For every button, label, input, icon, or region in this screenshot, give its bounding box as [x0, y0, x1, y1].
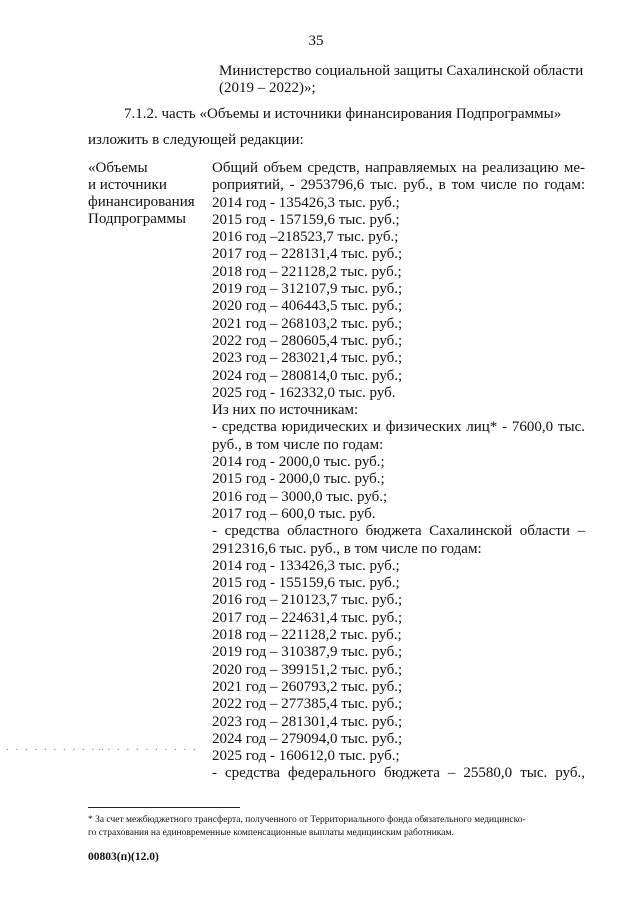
scan-dots-right: . . . . . . . . . . .	[98, 741, 198, 753]
amendment-paragraph-line-2: изложить в следующей редакции:	[88, 132, 304, 148]
funding-line: 2014 год - 133426,3 тыс. руб.;	[212, 557, 400, 574]
section-label-line: и источники	[88, 177, 167, 193]
funding-line: - средства областного бюджета Сахалинской области –	[212, 523, 585, 540]
funding-line: 2018 год – 221128,2 тыс. руб.;	[212, 627, 402, 644]
funding-line: 2019 год – 310387,9 тыс. руб.;	[212, 644, 403, 661]
funding-line: 2019 год – 312107,9 тыс. руб.;	[212, 281, 403, 298]
funding-line: - средства юридических и физических лиц* - 7600,0 тыс.	[212, 419, 585, 436]
funding-line: 2015 год - 2000,0 тыс. руб.;	[212, 471, 385, 488]
footnote-line: * За счет межбюджетного трансферта, полученного от Территориального фонда обязательного медицинско-	[88, 815, 526, 825]
document-number: 00803(п)(12.0)	[88, 851, 159, 863]
funding-line: 2016 год – 3000,0 тыс. руб.;	[212, 488, 388, 505]
funding-line: 2912316,6 тыс. руб., в том числе по годам:	[212, 540, 482, 557]
funding-line: 2023 год – 281301,4 тыс. руб.;	[212, 713, 403, 730]
section-label	[88, 160, 195, 228]
amendment-paragraph-line-1: 7.1.2. часть «Объемы и источники финансирования Подпрограммы»	[124, 106, 562, 122]
section-label-line: финансирования	[88, 194, 195, 210]
scan-dots-left: . . . . . . . . . . .	[6, 741, 106, 753]
footnote-line: го страхования на единовременные компенсационные выплаты медицинским работникам.	[88, 827, 454, 838]
funding-line: 2020 год – 406443,5 тыс. руб.;	[212, 298, 403, 315]
funding-line: руб., в том числе по годам:	[212, 436, 384, 453]
intro-line-2: (2019 – 2022)»;	[219, 80, 316, 96]
funding-line: 2018 год – 221128,2 тыс. руб.;	[212, 263, 402, 280]
funding-line: 2016 год –218523,7 тыс. руб.;	[212, 229, 399, 246]
funding-line: Общий объем средств, направляемых на реализацию ме-	[212, 160, 585, 176]
funding-line: 2014 год - 135426,3 тыс. руб.;	[212, 194, 400, 211]
funding-line: - средства федерального бюджета – 25580,0 тыс. руб.,	[212, 765, 585, 782]
funding-line: 2015 год - 157159,6 тыс. руб.;	[212, 211, 400, 228]
funding-line: 2017 год – 228131,4 тыс. руб.;	[212, 246, 403, 263]
funding-line: 2015 год - 155159,6 тыс. руб.;	[212, 575, 400, 592]
funding-line: 2025 год - 162332,0 тыс. руб.	[212, 384, 396, 401]
funding-content	[212, 160, 585, 783]
funding-line: роприятий, - 2953796,6 тыс. руб., в том числе по годам:	[212, 177, 585, 194]
funding-line: 2025 год - 160612,0 тыс. руб.;	[212, 748, 400, 765]
footnote	[88, 814, 588, 839]
footnote-divider	[88, 807, 240, 808]
intro-line-1: Министерство социальной защиты Сахалинской области	[219, 63, 584, 79]
funding-line: 2024 год – 279094,0 тыс. руб.;	[212, 730, 403, 747]
funding-line: Из них по источникам:	[212, 402, 359, 419]
funding-line: 2020 год – 399151,2 тыс. руб.;	[212, 661, 403, 678]
funding-line: 2021 год – 268103,2 тыс. руб.;	[212, 315, 403, 332]
page-number: 35	[308, 33, 324, 49]
section-label-line: «Объемы	[88, 160, 148, 176]
funding-line: 2017 год – 224631,4 тыс. руб.;	[212, 609, 403, 626]
section-label-line: Подпрограммы	[88, 211, 186, 227]
funding-line: 2017 год – 600,0 тыс. руб.	[212, 505, 376, 522]
funding-line: 2024 год – 280814,0 тыс. руб.;	[212, 367, 403, 384]
funding-line: 2016 год – 210123,7 тыс. руб.;	[212, 592, 403, 609]
funding-line: 2022 год – 280605,4 тыс. руб.;	[212, 332, 403, 349]
funding-line: 2023 год – 283021,4 тыс. руб.;	[212, 350, 403, 367]
funding-line: 2014 год - 2000,0 тыс. руб.;	[212, 454, 385, 471]
funding-line: 2022 год – 277385,4 тыс. руб.;	[212, 696, 403, 713]
funding-line: 2021 год – 260793,2 тыс. руб.;	[212, 678, 403, 695]
